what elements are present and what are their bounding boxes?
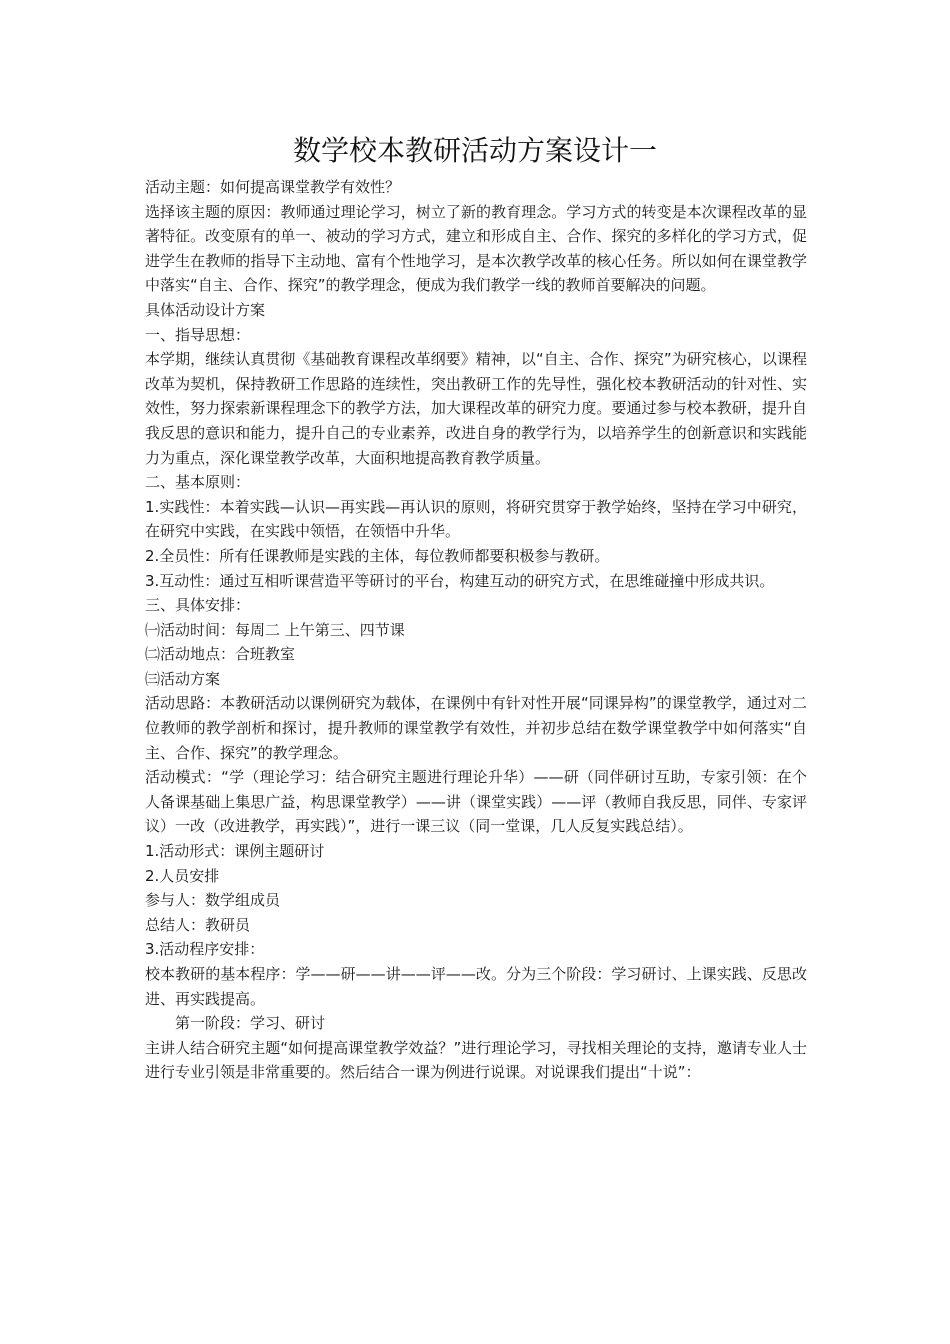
paragraph-activity-location: ㈡活动地点：合班教室 [145,645,296,664]
heading-specific-arrangement: 三、具体安排： [145,596,251,615]
paragraph-basic-procedure: 校本教研的基本程序：学——研——讲——评——改。分为三个阶段：学习研讨、上课实践、反思改进、再实践提高。 [145,965,807,1008]
paragraph-principle-interaction: 3.互动性：通过互相听课营造平等研讨的平台，构建互动的研究方式，在思维碰撞中形成共识。 [145,571,775,590]
paragraph-principle-practice: 1.实践性：本着实践—认识—再实践—再认识的原则，将研究贯穿于教学始终，坚持在学习中研究，在研究中实践，在实践中领悟，在领悟中升华。 [145,497,807,541]
paragraph-activity-scheme: ㈢活动方案 [145,669,221,688]
paragraph-activity-model: 活动模式：“学（理论学习：结合研究主题进行理论升华）——研（同伴研讨互助，专家引领：在个人备课基础上集思广益，构思课堂教学）——讲（课堂实践）——评（教师自我反思，同伴、专家评议）一改（改进教学，再实践）”，进行一课三议（同一堂课，几人反复实践总结）。 [145,768,807,836]
paragraph-staff-arrangement: 2.人员安排 [145,866,220,885]
paragraph-activity-time: ㈠活动时间：每周二 上午第三、四节课 [145,620,405,639]
paragraph-program-arrangement: 3.活动程序安排： [145,940,265,959]
paragraph-stage-one: 第一阶段：学习、研讨 [175,1014,326,1033]
heading-basic-principles: 二、基本原则： [145,473,251,492]
paragraph-theme-reason: 选择该主题的原因：教师通过理论学习，树立了新的教育理念。学习方式的转变是本次课程改革的显著特征。改变原有的单一、被动的学习方式，建立和形成自主、合作、探究的多样化的学习方式，促进学生在教师的指导下主动地、富有个性地学习，是本次教学改革的核心任务。所以如何在课堂教学中落实“自主、合作、探究”的教学理念，便成为我们教学一线的教师首要解决的问题。 [145,202,807,295]
paragraph-participants: 参与人：数学组成员 [145,891,281,910]
paragraph-lecturer: 主讲人结合研究主题“如何提高课堂教学效益？”进行理论学习，寻找相关理论的支持，邀请专业人士进行专业引领是非常重要的。然后结合一课为例进行说课。对说课我们提出“十说”： [145,1038,807,1082]
heading-activity-plan: 具体活动设计方案 [145,300,266,319]
heading-guiding-ideology: 一、指导思想： [145,325,251,344]
document-title: 数学校本教研活动方案设计一 [292,134,657,167]
paragraph-activity-form: 1.活动形式：课例主题研讨 [145,842,325,861]
paragraph-principle-all-staff: 2.全员性：所有任课教师是实践的主体，每位教师都要积极参与教研。 [145,546,610,565]
paragraph-activity-theme: 活动主题：如何提高课堂教学有效性？ [145,178,401,196]
paragraph-activity-approach: 活动思路：本教研活动以课例研究为载体，在课例中有针对性开展“同课异构”的课堂教学，通过对二位教师的教学剖析和探讨，提升教师的课堂教学有效性，并初步总结在数学课堂教学中如何落实“自主、合作、探究”的教学理念。 [145,694,807,762]
paragraph-summarizer: 总结人：教研员 [145,915,251,934]
paragraph-guiding-ideology: 本学期，继续认真贯彻《基础教育课程改革纲要》精神，以“自主、合作、探究”为研究核心，以课程改革为契机，保持教研工作思路的连续性，突出教研工作的先导性，强化校本教研活动的针对性、实效性，努力探索新课程理念下的教学方法，加大课程改革的研究力度。要通过参与校本教研，提升自我反思的意识和能力，提升自己的专业素养，改进自身的教学行为，以培养学生的创新意识和实践能力为重点，深化课堂教学改革，大面积地提高教育教学质量。 [145,350,807,467]
document-body [145,175,807,1085]
